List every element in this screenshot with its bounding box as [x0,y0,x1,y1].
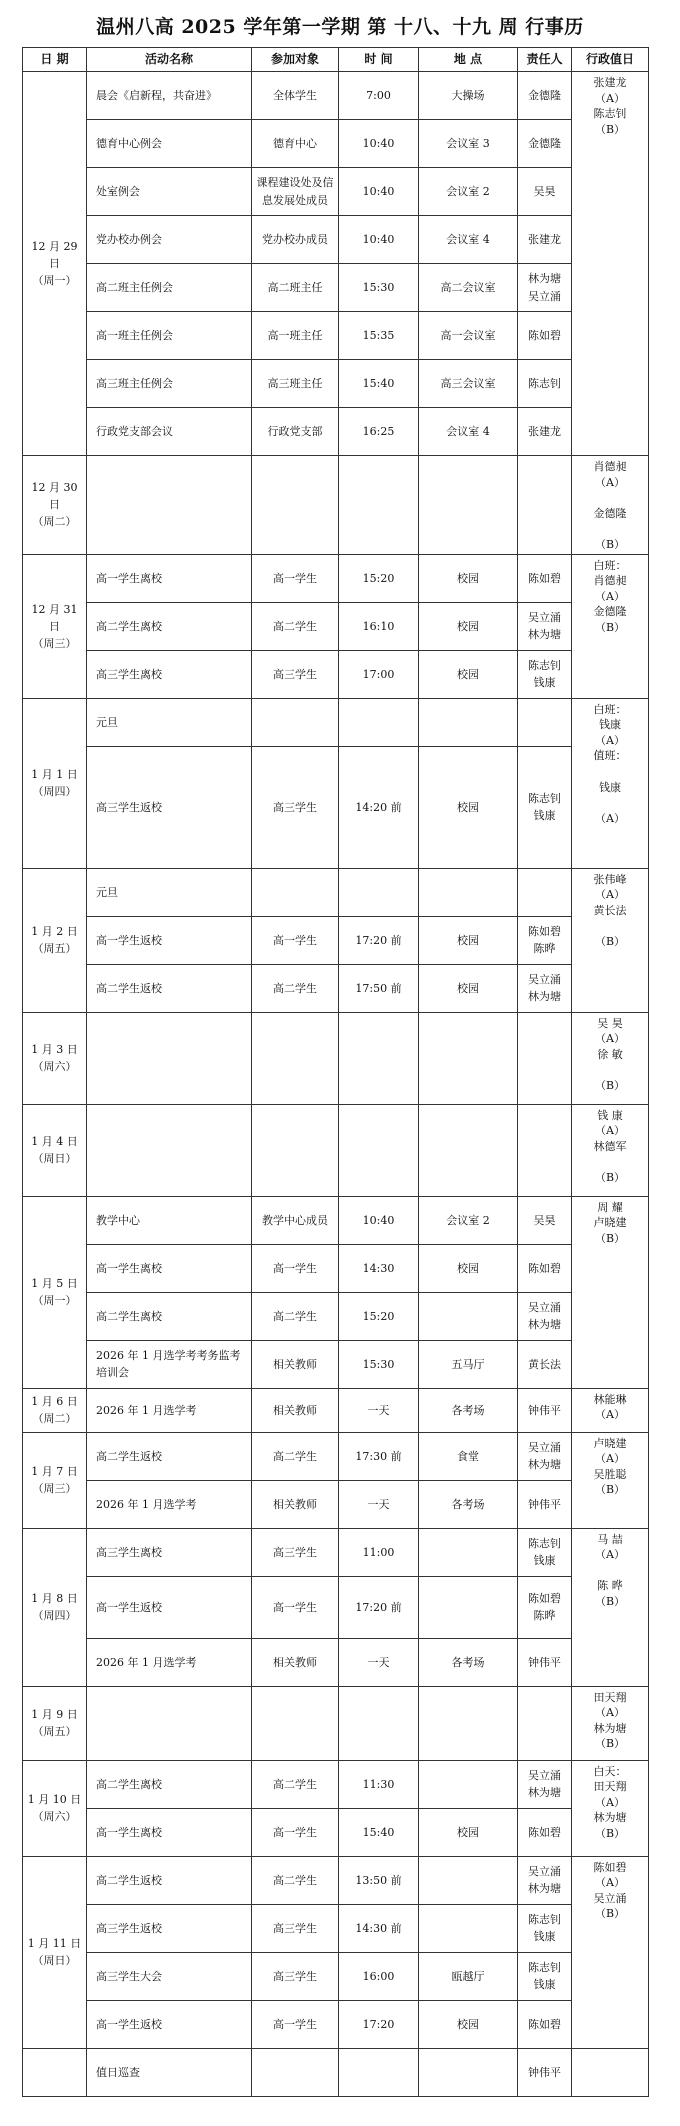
owner-cell: 陈如碧 [518,554,572,602]
duty-cell: 白班： 肖德昶 （A） 金德隆 （B） [572,554,649,698]
table-row [23,1952,649,2000]
activity-name-cell: 高三学生返校 [87,746,252,868]
participants-cell: 高三学生 [252,650,339,698]
owner-cell [518,1686,572,1760]
participants-cell [252,1686,339,1760]
table-row [23,746,649,868]
activity-name-cell: 高二班主任例会 [87,264,252,312]
date-cell: 1 月 5 日 （周一） [23,1196,87,1388]
duty-cell: 张伟峰 （A） 黄长法 （B） [572,868,649,1012]
table-row [23,456,649,555]
owner-cell: 吴昊 [518,1196,572,1244]
participants-cell: 高二学生 [252,1432,339,1480]
activity-name-cell: 2026 年 1 月选学考 [87,1480,252,1528]
owner-cell [518,1104,572,1196]
place-cell: 校园 [419,554,518,602]
table-row [23,1340,649,1388]
place-cell: 校园 [419,916,518,964]
table-row [23,868,649,916]
time-cell: 16:10 [339,602,419,650]
activity-name-cell: 2026 年 1 月选学考 [87,1388,252,1432]
activity-name-cell: 高一学生返校 [87,2000,252,2048]
owner-cell: 陈如碧 [518,2000,572,2048]
participants-cell: 高一班主任 [252,312,339,360]
participants-cell: 高二学生 [252,964,339,1012]
place-cell: 会议室 4 [419,216,518,264]
place-cell [419,1904,518,1952]
participants-cell: 高三学生 [252,1904,339,1952]
place-cell: 会议室 2 [419,1196,518,1244]
participants-cell: 高一学生 [252,916,339,964]
date-cell: 12 月 30 日 （周二） [23,456,87,555]
place-cell [419,1292,518,1340]
patrol-owner-cell: 钟伟平 [518,2048,572,2096]
owner-cell: 陈志钊 钱康 [518,746,572,868]
activity-name-cell [87,1686,252,1760]
participants-cell: 相关教师 [252,1388,339,1432]
table-row [23,554,649,602]
place-cell [419,1856,518,1904]
time-cell: 11:00 [339,1528,419,1576]
time-cell: 14:20 前 [339,746,419,868]
place-cell: 校园 [419,650,518,698]
duty-cell: 林能琳 （A） [572,1388,649,1432]
participants-cell [252,1104,339,1196]
owner-cell: 黄长法 [518,1340,572,1388]
duty-cell: 卢晓建 （A） 吴胜聪 （B） [572,1432,649,1528]
activity-name-cell: 高三班主任例会 [87,360,252,408]
time-cell: 17:30 前 [339,1432,419,1480]
schedule-table [22,47,649,2097]
table-row [23,1244,649,1292]
time-cell: 17:00 [339,650,419,698]
activity-name-cell: 高一学生离校 [87,1244,252,1292]
time-cell [339,1104,419,1196]
participants-cell: 高三学生 [252,746,339,868]
footer-place-cell [419,2048,518,2096]
place-cell [419,1686,518,1760]
activity-name-cell: 党办校办例会 [87,216,252,264]
activity-name-cell: 高一班主任例会 [87,312,252,360]
table-row [23,1638,649,1686]
place-cell: 各考场 [419,1480,518,1528]
place-cell: 会议室 3 [419,120,518,168]
table-row [23,964,649,1012]
activity-name-cell: 高一学生离校 [87,554,252,602]
place-cell: 瓯越厅 [419,1952,518,2000]
footer-time-cell [339,2048,419,2096]
time-cell [339,456,419,555]
participants-cell: 相关教师 [252,1480,339,1528]
activity-name-cell: 行政党支部会议 [87,408,252,456]
place-cell [419,456,518,555]
date-cell: 12 月 31 日 （周三） [23,554,87,698]
table-row [23,360,649,408]
activity-name-cell: 2026 年 1 月选学考考务监考培训会 [87,1340,252,1388]
participants-cell: 党办校办成员 [252,216,339,264]
participants-cell: 高一学生 [252,1244,339,1292]
table-row [23,312,649,360]
owner-cell: 张建龙 [518,216,572,264]
date-cell: 1 月 2 日 （周五） [23,868,87,1012]
table-row [23,1104,649,1196]
owner-cell: 陈如碧 [518,1808,572,1856]
owner-cell: 陈志钊 钱康 [518,1952,572,2000]
table-row [23,168,649,216]
owner-cell: 吴立涌 林为塘 [518,1292,572,1340]
owner-cell [518,868,572,916]
time-cell: 10:40 [339,216,419,264]
participants-cell: 高二学生 [252,1760,339,1808]
time-cell: 17:20 前 [339,916,419,964]
activity-name-cell: 高三学生离校 [87,650,252,698]
col-header-duty: 行政值日 [572,48,649,72]
table-row [23,602,649,650]
footer-date-cell [23,2048,87,2096]
time-cell: 11:30 [339,1760,419,1808]
participants-cell: 高二学生 [252,1856,339,1904]
owner-cell: 陈志钊 钱康 [518,650,572,698]
participants-cell: 高三学生 [252,1952,339,2000]
time-cell [339,698,419,746]
time-cell: 10:40 [339,120,419,168]
owner-cell [518,698,572,746]
place-cell [419,1104,518,1196]
time-cell: 14:30 [339,1244,419,1292]
time-cell: 17:50 前 [339,964,419,1012]
date-cell: 1 月 11 日 （周日） [23,1856,87,2048]
activity-name-cell: 高二学生离校 [87,1292,252,1340]
participants-cell: 全体学生 [252,72,339,120]
table-row [23,650,649,698]
date-cell: 1 月 9 日 （周五） [23,1686,87,1760]
date-cell: 1 月 10 日 （周六） [23,1760,87,1856]
col-header-participants: 参加对象 [252,48,339,72]
time-cell: 15:20 [339,1292,419,1340]
table-row [23,1856,649,1904]
date-cell: 1 月 3 日 （周六） [23,1012,87,1104]
place-cell [419,1576,518,1638]
place-cell: 食堂 [419,1432,518,1480]
activity-name-cell: 高一学生返校 [87,916,252,964]
duty-cell: 钱 康 （A） 林德军 （B） [572,1104,649,1196]
patrol-name-cell: 值日巡查 [87,2048,252,2096]
table-row [23,72,649,120]
activity-name-cell: 高一学生返校 [87,1576,252,1638]
place-cell: 大操场 [419,72,518,120]
owner-cell: 陈如碧 陈晔 [518,1576,572,1638]
place-cell: 校园 [419,1808,518,1856]
time-cell: 15:35 [339,312,419,360]
table-row [23,1686,649,1760]
place-cell: 会议室 4 [419,408,518,456]
table-row [23,408,649,456]
participants-cell: 相关教师 [252,1340,339,1388]
table-row [23,1528,649,1576]
owner-cell: 钟伟平 [518,1638,572,1686]
owner-cell: 陈如碧 [518,312,572,360]
time-cell: 10:40 [339,168,419,216]
place-cell [419,1760,518,1808]
table-row [23,264,649,312]
table-row [23,698,649,746]
participants-cell: 课程建设处及信息发展处成员 [252,168,339,216]
place-cell [419,698,518,746]
activity-name-cell: 高二学生返校 [87,964,252,1012]
time-cell: 13:50 前 [339,1856,419,1904]
time-cell: 14:30 前 [339,1904,419,1952]
participants-cell [252,1012,339,1104]
owner-cell: 陈志钊 [518,360,572,408]
table-row [23,2000,649,2048]
time-cell [339,1012,419,1104]
activity-name-cell: 处室例会 [87,168,252,216]
activity-name-cell [87,1012,252,1104]
owner-cell: 吴昊 [518,168,572,216]
owner-cell: 陈志钊 钱康 [518,1528,572,1576]
activity-name-cell: 元旦 [87,698,252,746]
time-cell: 10:40 [339,1196,419,1244]
footer-row [23,2048,649,2096]
participants-cell: 教学中心成员 [252,1196,339,1244]
duty-cell: 马 喆 （A） 陈 晔 （B） [572,1528,649,1686]
table-row [23,1432,649,1480]
duty-cell: 陈如碧 （A） 吴立涌 （B） [572,1856,649,2048]
activity-name-cell: 高二学生返校 [87,1432,252,1480]
owner-cell: 吴立涌 林为塘 [518,1760,572,1808]
date-cell: 12 月 29 日 （周一） [23,72,87,456]
col-header-date: 日 期 [23,48,87,72]
place-cell: 各考场 [419,1638,518,1686]
table-row [23,1292,649,1340]
owner-cell: 吴立涌 林为塘 [518,1856,572,1904]
activity-name-cell: 高三学生大会 [87,1952,252,2000]
col-header-time: 时 间 [339,48,419,72]
time-cell: 17:20 前 [339,1576,419,1638]
activity-name-cell: 教学中心 [87,1196,252,1244]
participants-cell: 行政党支部 [252,408,339,456]
activity-name-cell: 德育中心例会 [87,120,252,168]
activity-name-cell [87,1104,252,1196]
table-row [23,1576,649,1638]
duty-cell: 周 耀 卢晓建 （B） [572,1196,649,1388]
header-row [23,48,649,72]
activity-name-cell [87,456,252,555]
owner-cell: 吴立涌 林为塘 [518,964,572,1012]
owner-cell: 金德隆 [518,120,572,168]
owner-cell: 钟伟平 [518,1388,572,1432]
table-row [23,916,649,964]
owner-cell: 吴立涌 林为塘 [518,602,572,650]
participants-cell: 高三学生 [252,1528,339,1576]
place-cell: 高二会议室 [419,264,518,312]
schedule-body [23,72,649,2097]
owner-cell [518,456,572,555]
owner-cell: 钟伟平 [518,1480,572,1528]
col-header-place: 地 点 [419,48,518,72]
time-cell: 15:30 [339,1340,419,1388]
footer-duty-cell [572,2048,649,2096]
duty-cell: 白班： 钱康 （A） 值班： 钱康 （A） [572,698,649,868]
col-header-owner: 责任人 [518,48,572,72]
participants-cell [252,868,339,916]
date-cell: 1 月 8 日 （周四） [23,1528,87,1686]
place-cell: 校园 [419,1244,518,1292]
table-row [23,216,649,264]
table-row [23,1480,649,1528]
activity-name-cell: 元旦 [87,868,252,916]
activity-name-cell: 高一学生离校 [87,1808,252,1856]
table-row [23,1760,649,1808]
participants-cell: 高三班主任 [252,360,339,408]
place-cell: 高一会议室 [419,312,518,360]
place-cell: 校园 [419,964,518,1012]
owner-cell: 张建龙 [518,408,572,456]
place-cell [419,1528,518,1576]
time-cell: 16:00 [339,1952,419,2000]
activity-name-cell: 晨会《启新程，共奋进》 [87,72,252,120]
place-cell: 校园 [419,2000,518,2048]
table-row [23,1012,649,1104]
footer-participants-cell [252,2048,339,2096]
activity-name-cell: 高三学生离校 [87,1528,252,1576]
place-cell: 会议室 2 [419,168,518,216]
participants-cell: 德育中心 [252,120,339,168]
owner-cell [518,1012,572,1104]
time-cell: 一天 [339,1388,419,1432]
participants-cell: 高二学生 [252,602,339,650]
duty-cell: 张建龙 （A） 陈志钊 （B） [572,72,649,456]
duty-cell: 白天： 田天翔 （A） 林为塘 （B） [572,1760,649,1856]
owner-cell: 陈志钊 钱康 [518,1904,572,1952]
participants-cell: 高二学生 [252,1292,339,1340]
time-cell: 15:20 [339,554,419,602]
table-row [23,120,649,168]
page-title: 温州八高 2025 学年第一学期 第 十八、十九 周 行事历 [96,16,584,38]
table-row [23,1808,649,1856]
col-header-activity: 活动名称 [87,48,252,72]
participants-cell: 高一学生 [252,2000,339,2048]
time-cell: 7:00 [339,72,419,120]
participants-cell: 高一学生 [252,1808,339,1856]
participants-cell: 高二班主任 [252,264,339,312]
time-cell [339,1686,419,1760]
table-row [23,1388,649,1432]
time-cell: 15:30 [339,264,419,312]
duty-cell: 田天翔 （A） 林为塘 （B） [572,1686,649,1760]
participants-cell: 相关教师 [252,1638,339,1686]
time-cell: 15:40 [339,1808,419,1856]
place-cell [419,1012,518,1104]
duty-cell: 肖德昶 （A） 金德隆 （B） [572,456,649,555]
participants-cell: 高一学生 [252,554,339,602]
date-cell: 1 月 1 日 （周四） [23,698,87,868]
owner-cell: 金德隆 [518,72,572,120]
owner-cell: 吴立涌 林为塘 [518,1432,572,1480]
table-row [23,1196,649,1244]
owner-cell: 陈如碧 陈晔 [518,916,572,964]
place-cell: 校园 [419,602,518,650]
activity-name-cell: 高二学生离校 [87,602,252,650]
time-cell: 15:40 [339,360,419,408]
table-row [23,1904,649,1952]
time-cell: 一天 [339,1480,419,1528]
participants-cell [252,456,339,555]
date-cell: 1 月 6 日 （周二） [23,1388,87,1432]
time-cell [339,868,419,916]
date-cell: 1 月 4 日 （周日） [23,1104,87,1196]
activity-name-cell: 高三学生返校 [87,1904,252,1952]
participants-cell [252,698,339,746]
place-cell: 高三会议室 [419,360,518,408]
activity-name-cell: 高二学生离校 [87,1760,252,1808]
date-cell: 1 月 7 日 （周三） [23,1432,87,1528]
activity-name-cell: 2026 年 1 月选学考 [87,1638,252,1686]
owner-cell: 林为塘 吴立涌 [518,264,572,312]
time-cell: 17:20 [339,2000,419,2048]
place-cell: 校园 [419,746,518,868]
duty-cell: 吴 昊 （A） 徐 敏 （B） [572,1012,649,1104]
activity-name-cell: 高二学生返校 [87,1856,252,1904]
place-cell: 五马厅 [419,1340,518,1388]
participants-cell: 高一学生 [252,1576,339,1638]
place-cell [419,868,518,916]
time-cell: 一天 [339,1638,419,1686]
owner-cell: 陈如碧 [518,1244,572,1292]
place-cell: 各考场 [419,1388,518,1432]
time-cell: 16:25 [339,408,419,456]
